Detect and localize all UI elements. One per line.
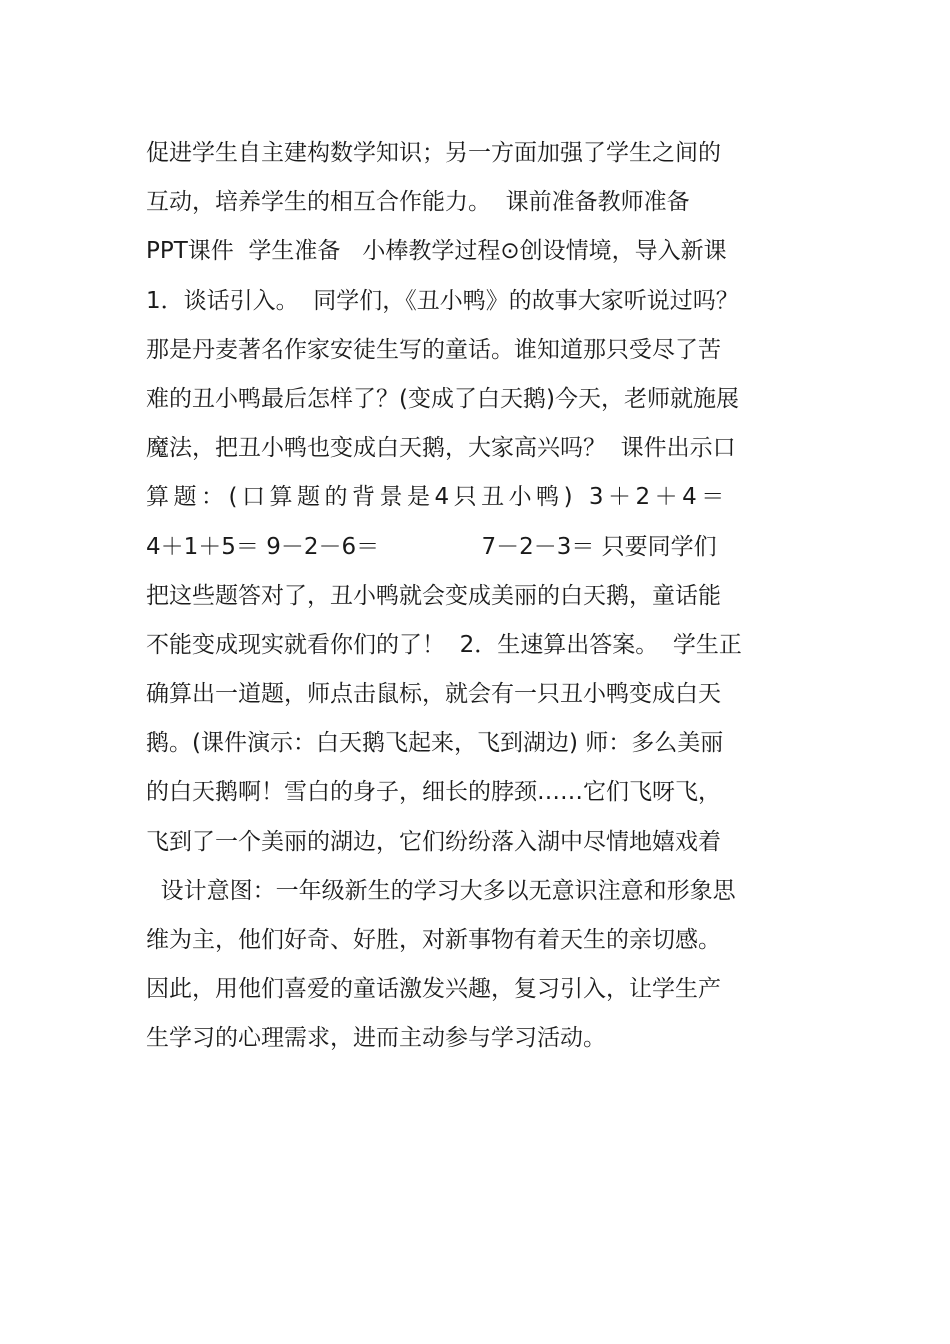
text-line: 维为主，他们好奇、好胜，对新事物有着天生的亲切感。	[146, 927, 721, 953]
body-text	[146, 129, 846, 1064]
text-line: 魔法，把丑小鸭也变成白天鹅，大家高兴吗？ 课件出示口	[146, 435, 736, 462]
text-line: 飞到了一个美丽的湖边，它们纷纷落入湖中尽情地嬉戏着	[146, 828, 721, 855]
text-line: 鹅。(课件演示：白天鹅飞起来，飞到湖边) 师：多么美丽	[146, 730, 724, 757]
text-line: 促进学生自主建构数学知识；另一方面加强了学生之间的	[146, 140, 721, 166]
text-line: 因此，用他们喜爱的童话激发兴趣，复习引入，让学生产	[146, 976, 721, 1003]
text-line: 那是丹麦著名作家安徒生写的童话。谁知道那只受尽了苦	[146, 336, 721, 363]
text-line: PPT课件 学生准备 小棒教学过程⊙创设情境，导入新课	[146, 238, 727, 265]
text-line: 互动，培养学生的相互合作能力。 课前准备教师准备	[146, 189, 690, 216]
text-line: 把这些题答对了，丑小鸭就会变成美丽的白天鹅，童话能	[146, 582, 721, 609]
text-line: 算题：(口算题的背景是4只丑小鸭) 3＋2＋4＝	[146, 484, 729, 511]
text-line: 不能变成现实就看你们的了！ 2．生速算出答案。 学生正	[146, 631, 742, 658]
text-line: 生学习的心理需求，进而主动参与学习活动。	[146, 1025, 606, 1052]
text-line: 4＋1＋5＝ 9－2－6＝ 7－2－3＝ 只要同学们	[146, 533, 717, 560]
text-line: 确算出一道题，师点击鼠标，就会有一只丑小鸭变成白天	[146, 681, 721, 708]
text-line: 1．谈话引入。 同学们，《丑小鸭》的故事大家听说过吗？	[146, 287, 739, 314]
text-line: 设计意图：一年级新生的学习大多以无意识注意和形象思	[146, 877, 736, 904]
text-line: 难的丑小鸭最后怎样了？(变成了白天鹅)今天，老师就施展	[146, 385, 739, 412]
text-line: 的白天鹅啊！雪白的身子，细长的脖颈……它们飞呀飞，	[146, 779, 721, 806]
